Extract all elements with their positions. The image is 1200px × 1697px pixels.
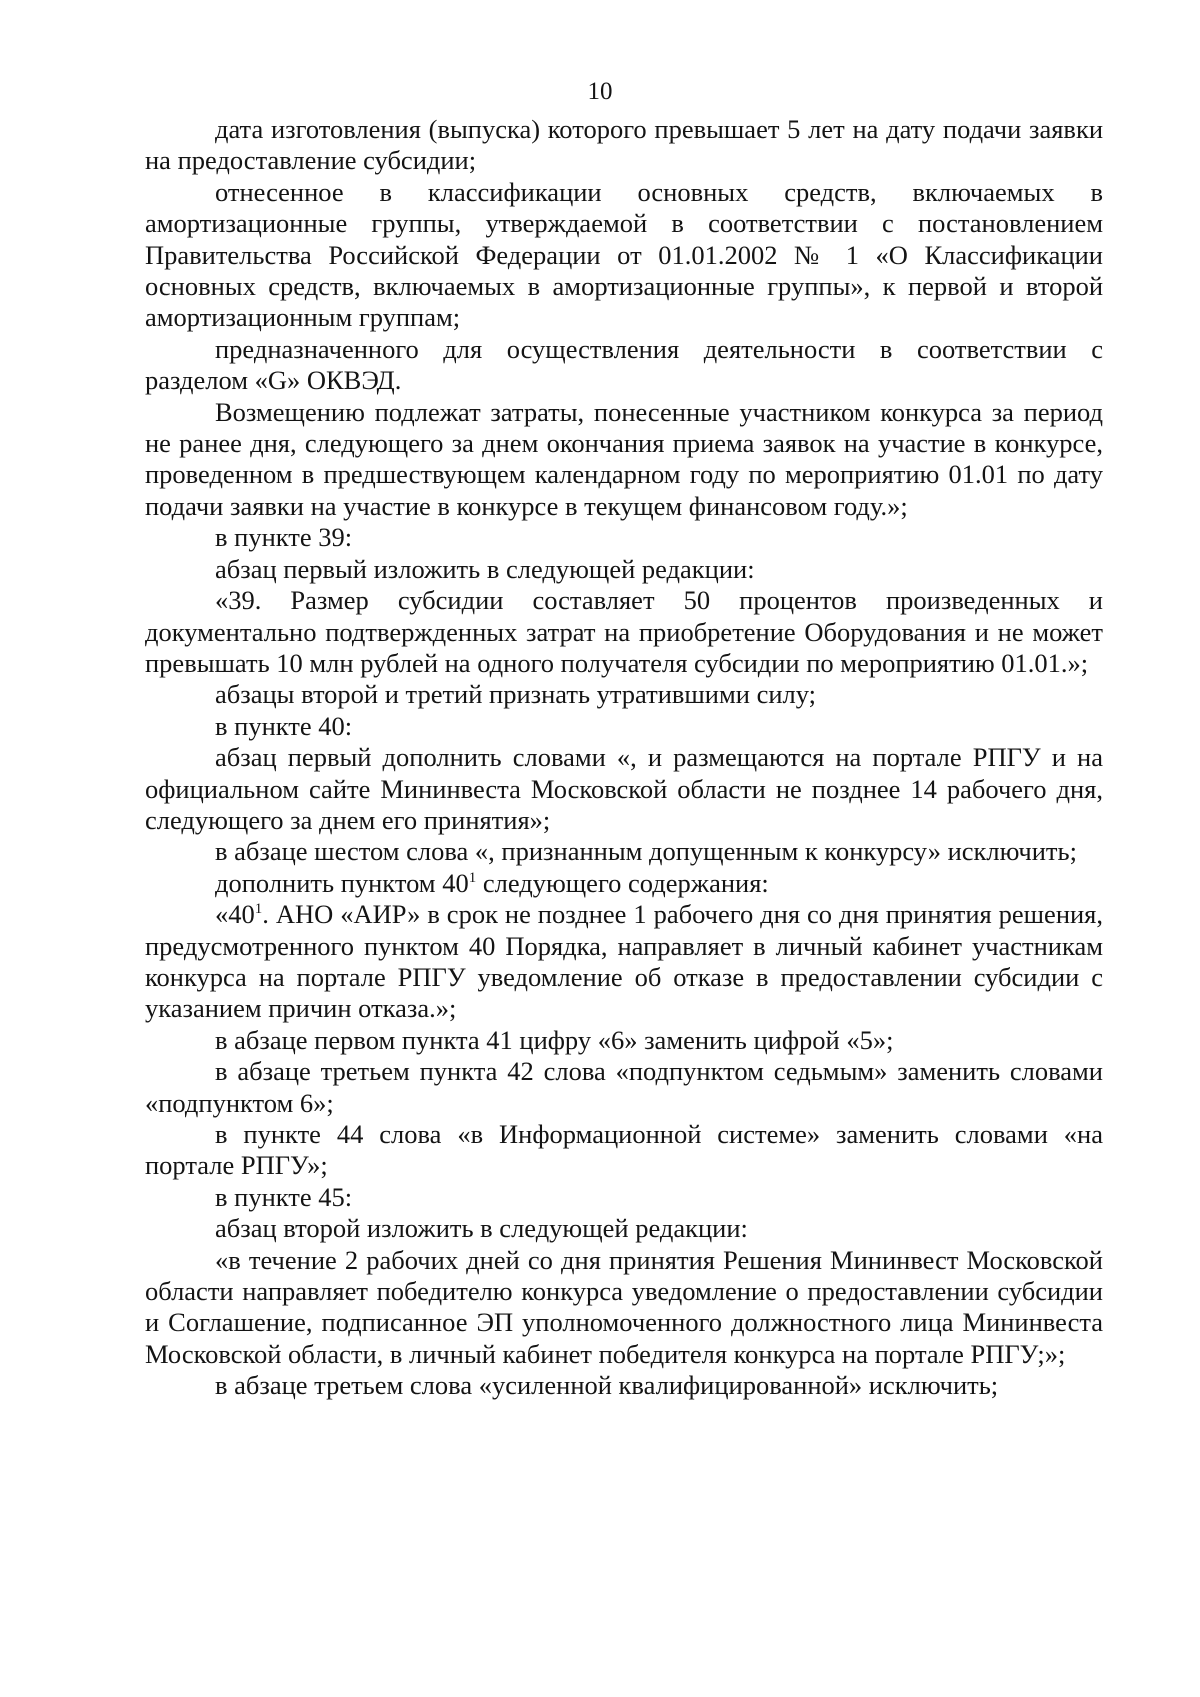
paragraph: в пункте 39: (215, 522, 353, 553)
paragraph: абзац второй изложить в следующей редакции: (215, 1213, 748, 1244)
document-body (145, 114, 1103, 1402)
page-number: 10 (587, 78, 613, 105)
paragraph: Возмещению подлежат затраты, понесенные участником конкурса за период не ранее дня, следующего за днем окончания приема заявок на участие в конкурсе, проведенном в предшествующем календарном году по мероприятию 01.01 по дату подачи заявки на участие в конкурсе в текущем финансовом году.»; (145, 396, 1103, 521)
superscript: 1 (468, 869, 477, 886)
paragraph: в абзаце третьем пункта 42 слова «подпунктом седьмым» заменить словами «подпунктом 6»; (145, 1056, 1103, 1118)
paragraph: в пункте 44 слова «в Информационной системе» заменить словами «на портале РПГУ»; (145, 1119, 1103, 1181)
paragraph: абзацы второй и третий признать утратившими силу; (215, 679, 816, 710)
paragraph: абзац первый дополнить словами «, и размещаются на портале РПГУ и на официальном сайте Мининвеста Московской области не позднее 14 рабочего дня, следующего за днем его принятия»; (145, 742, 1103, 835)
paragraph-text: следующего содержания: (476, 867, 769, 898)
paragraph: в пункте 40: (215, 710, 353, 741)
paragraph (145, 899, 1103, 1025)
paragraph: в абзаце третьем слова «усиленной квалифицированной» исключить; (215, 1370, 999, 1401)
paragraph-text: «40 (215, 899, 255, 930)
paragraph-text: . АНО «АИР» в срок не позднее 1 рабочего дня со дня принятия решения, предусмотренного пунктом 40 Порядка, направляет в личный кабинет участникам конкурса на портале РПГУ уведомление об отказе в предоставлении субсидии с указанием причин отказа.»; (145, 899, 1103, 1024)
paragraph: в абзаце шестом слова «, признанным допущенным к конкурсу» исключить; (215, 836, 1077, 867)
paragraph: в пункте 45: (215, 1181, 353, 1212)
paragraph: в абзаце первом пункта 41 цифру «6» заменить цифрой «5»; (215, 1024, 894, 1055)
paragraph (145, 868, 1103, 899)
paragraph: абзац первый изложить в следующей редакции: (215, 553, 755, 584)
paragraph-text: дополнить пунктом 40 (215, 867, 469, 898)
paragraph: «39. Размер субсидии составляет 50 процентов произведенных и документально подтвержденных затрат на приобретение Оборудования и не может превышать 10 млн рублей на одного получателя субсидии по мероприятию 01.01.»; (145, 585, 1103, 678)
superscript: 1 (254, 901, 263, 918)
paragraph: отнесенное в классификации основных средств, включаемых в амортизационные группы, утверждаемой в соответствии с постановлением Правительства Российской Федерации от 01.01.2002 № 1 «О Классификации основных средств, включаемых в амортизационные группы», к первой и второй амортизационным группам; (145, 176, 1103, 333)
paragraph: дата изготовления (выпуска) которого превышает 5 лет на дату подачи заявки на предоставление субсидии; (145, 114, 1103, 176)
paragraph: «в течение 2 рабочих дней со дня принятия Решения Мининвест Московской области направляет победителю конкурса уведомление о предоставлении субсидии и Соглашение, подписанное ЭП уполномоченного должностного лица Мининвеста Московской области, в личный кабинет победителя конкурса на портале РПГУ;»; (145, 1244, 1103, 1369)
paragraph: предназначенного для осуществления деятельности в соответствии с разделом «G» ОКВЭД. (145, 333, 1103, 396)
